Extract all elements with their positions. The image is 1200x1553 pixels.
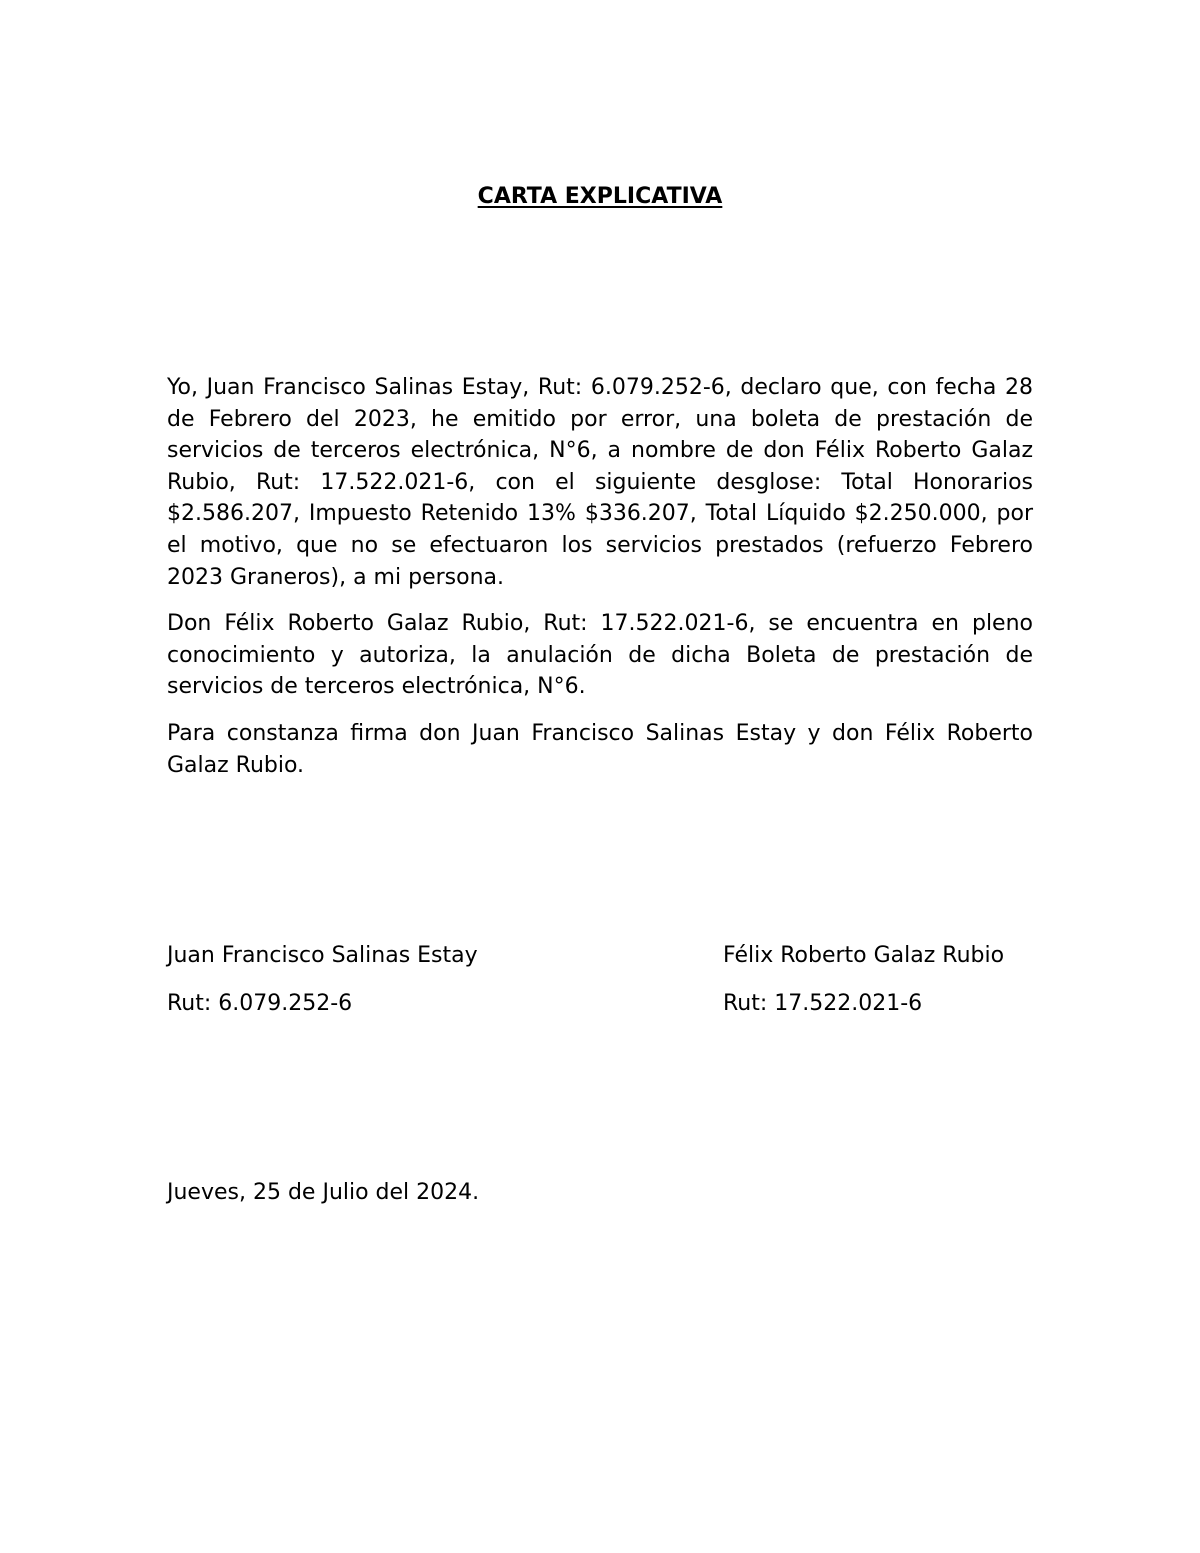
signature-name-left: Juan Francisco Salinas Estay bbox=[167, 943, 478, 968]
document-title: CARTA EXPLICATIVA bbox=[477, 184, 723, 209]
paragraph-declaration: Yo, Juan Francisco Salinas Estay, Rut: 6.079.252-6, declaro que, con fecha 28 de Febrero del 2023, he emitido por error, una boleta de prestación de servicios de terceros electrónica, N°6, a nombre de don Félix Roberto Galaz Rubio, Rut: 17.522.021-6, con el siguiente desglose: Total Honorarios $2.586.207, Impuesto Retenido 13% $336.207, Total Líquido $2.250.000, por el motivo, que no se efectuaron los servicios prestados (refuerzo Febrero 2023 Graneros), a mi persona. bbox=[167, 375, 1033, 590]
signature-name-right: Félix Roberto Galaz Rubio bbox=[723, 943, 1005, 968]
signature-rut-left: Rut: 6.079.252-6 bbox=[167, 991, 353, 1016]
paragraph-constancy: Para constanza firma don Juan Francisco Salinas Estay y don Félix Roberto Galaz Rubio. bbox=[167, 720, 1033, 778]
paragraph-authorization: Don Félix Roberto Galaz Rubio, Rut: 17.522.021-6, se encuentra en pleno conocimiento y autoriza, la anulación de dicha Boleta de prestación de servicios de terceros electrónica, N°6. bbox=[167, 611, 1033, 700]
letter-date: Jueves, 25 de Julio del 2024. bbox=[167, 1180, 480, 1205]
signature-rut-right: Rut: 17.522.021-6 bbox=[723, 991, 923, 1016]
letter-body bbox=[167, 372, 1033, 796]
